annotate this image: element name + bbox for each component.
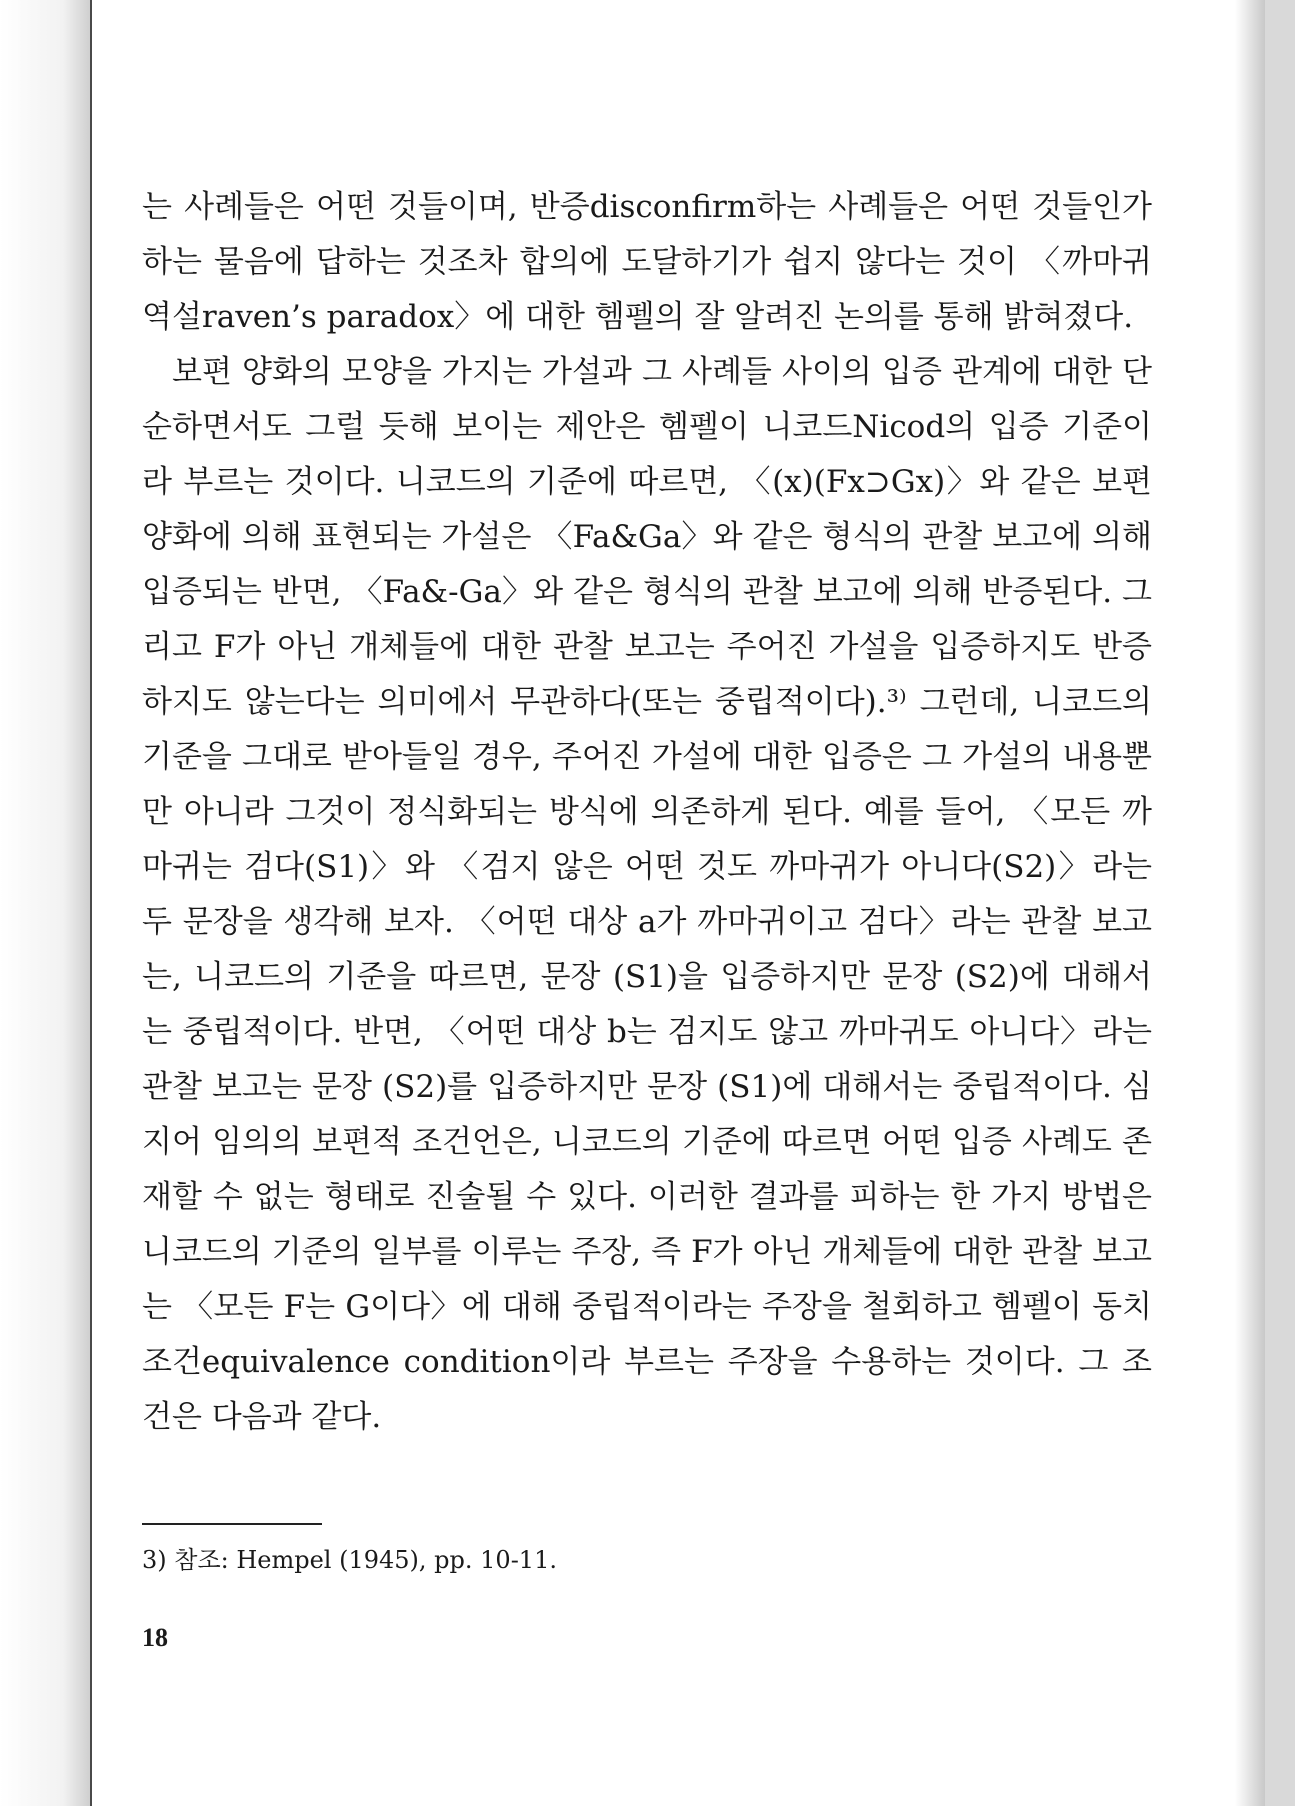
page-number: 18	[142, 1623, 168, 1652]
binding-shadow	[0, 0, 90, 1806]
body-text	[142, 180, 1152, 1445]
paragraph-continued: 는 사례들은 어떤 것들이며, 반증disconfirm하는 사례들은 어떤 것들인가 하는 물음에 답하는 것조차 합의에 도달하기가 쉽지 않다는 것이 〈까마귀 역설raven’s paradox〉에 대한 헴펠의 잘 알려진 논의를 통해 밝혀졌다.	[142, 189, 1152, 335]
paragraph-nicod-criterion: 보편 양화의 모양을 가지는 가설과 그 사례들 사이의 입증 관계에 대한 단순하면서도 그럴 듯해 보이는 제안은 헴펠이 니코드Nicod의 입증 기준이라 부르는 것이다. 니코드의 기준에 따르면, 〈(x)(Fx⊃Gx)〉와 같은 보편 양화에 의해 표현되는 가설은 〈Fa&Ga〉와 같은 형식의 관찰 보고에 의해 입증되는 반면, 〈Fa&-Ga〉와 같은 형식의 관찰 보고에 의해 반증된다. 그리고 F가 아닌 개체들에 대한 관찰 보고는 주어진 가설을 입증하지도 반증하지도 않는다는 의미에서 무관하다(또는 중립적이다).³⁾ 그런데, 니코드의 기준을 그대로 받아들일 경우, 주어진 가설에 대한 입증은 그 가설의 내용뿐만 아니라 그것이 정식화되는 방식에 의존하게 된다. 예를 들어, 〈모든 까마귀는 검다(S1)〉와 〈검지 않은 어떤 것도 까마귀가 아니다(S2)〉라는 두 문장을 생각해 보자. 〈어떤 대상 a가 까마귀이고 검다〉라는 관찰 보고는, 니코드의 기준을 따르면, 문장 (S1)을 입증하지만 문장 (S2)에 대해서는 중립적이다. 반면, 〈어떤 대상 b는 검지도 않고 까마귀도 아니다〉라는 관찰 보고는 문장 (S2)를 입증하지만 문장 (S1)에 대해서는 중립적이다. 심지어 임의의 보편적 조건언은, 니코드의 기준에 따르면 어떤 입증 사례도 존재할 수 없는 형태로 진술될 수 있다. 이러한 결과를 피하는 한 가지 방법은 니코드의 기준의 일부를 이루는 주장, 즉 F가 아닌 개체들에 대한 관찰 보고는 〈모든 F는 G이다〉에 대해 중립적이라는 주장을 철회하고 헴펠이 동치 조건equivalence condition이라 부르는 주장을 수용하는 것이다. 그 조건은 다음과 같다.	[142, 354, 1152, 1435]
page-edge-shadow	[1235, 0, 1265, 1806]
footnote-divider	[142, 1523, 322, 1525]
footnote-3: 3) 참조: Hempel (1945), pp. 10-11.	[142, 1546, 557, 1574]
